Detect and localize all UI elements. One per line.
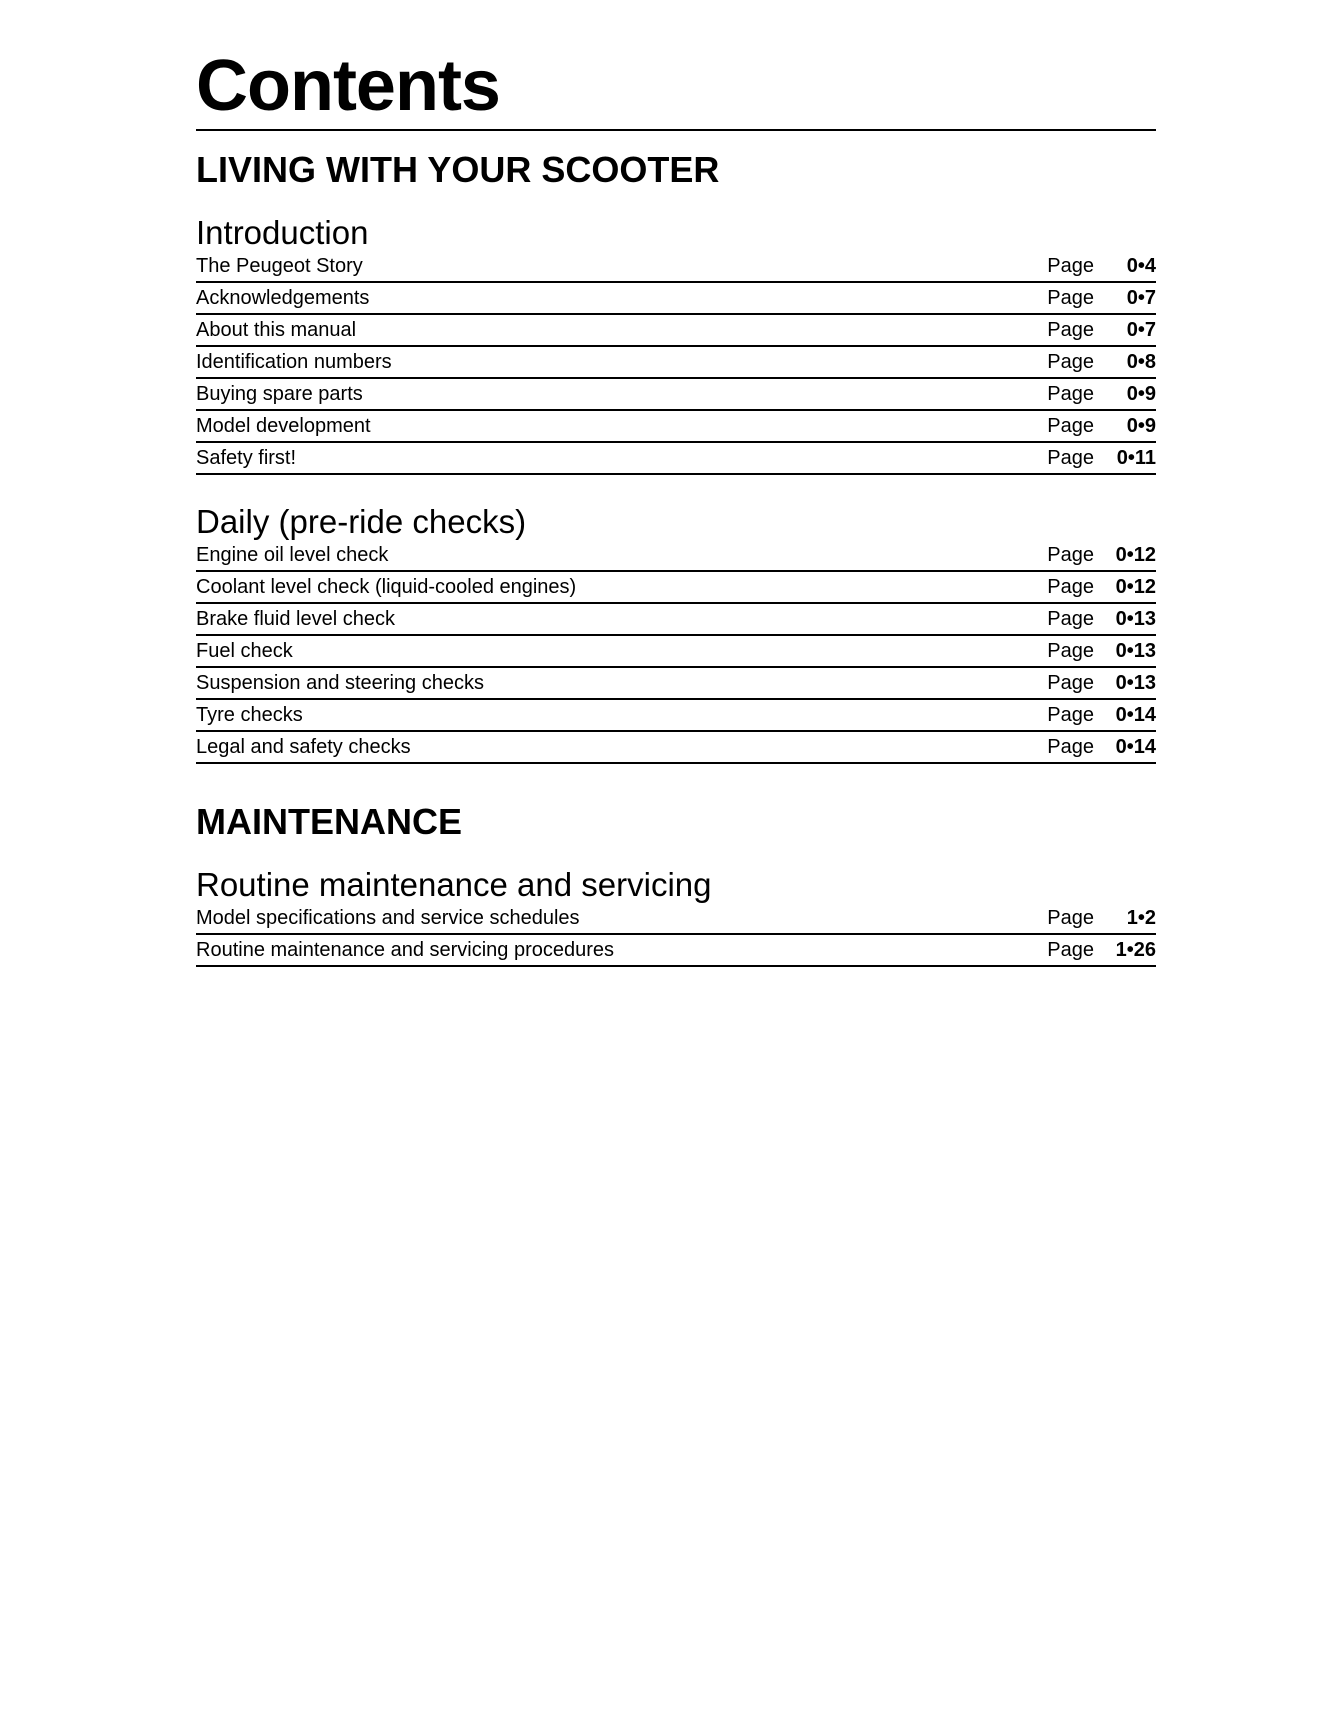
toc-entry[interactable]: [196, 540, 1156, 572]
section-heading-daily: Daily (pre-ride checks): [196, 503, 527, 540]
toc-entry[interactable]: [196, 572, 1156, 604]
toc-entry-page-number: 0•13: [1115, 640, 1156, 662]
title-rule: [196, 129, 1156, 131]
toc-entry-page-number: 0•13: [1115, 608, 1156, 630]
toc-entry-label: Identification numbers: [196, 351, 392, 373]
toc-entry-page-word: Page: [1047, 287, 1094, 309]
toc-entry[interactable]: [196, 283, 1156, 315]
toc-entry-page-word: Page: [1047, 672, 1094, 694]
toc-entry-page-word: Page: [1047, 383, 1094, 405]
toc-entry[interactable]: [196, 935, 1156, 967]
toc-entry-page-word: Page: [1047, 255, 1094, 277]
toc-entry-label: Model specifications and service schedules: [196, 907, 580, 929]
toc-entry-label: Fuel check: [196, 640, 293, 662]
toc-entry-page-word: Page: [1047, 704, 1094, 726]
toc-entry-label: Coolant level check (liquid-cooled engines): [196, 576, 577, 598]
toc-entry-page-number: 1•26: [1115, 939, 1156, 961]
section-heading-routine: Routine maintenance and servicing: [196, 866, 712, 903]
toc-entry-label: Legal and safety checks: [196, 736, 411, 758]
toc-entry-page-number: 0•9: [1126, 383, 1156, 405]
toc-entry-label: About this manual: [196, 319, 357, 341]
toc-entry-label: Safety first!: [196, 447, 297, 469]
toc-entry-page-word: Page: [1047, 907, 1094, 929]
contents-page: [196, 0, 1156, 967]
toc-entry-page-word: Page: [1047, 351, 1094, 373]
toc-entry-page-word: Page: [1047, 415, 1094, 437]
page-title: Contents: [196, 46, 500, 126]
toc-entry[interactable]: [196, 903, 1156, 935]
toc-list-introduction: [196, 251, 1156, 475]
toc-entry-page-number: 0•7: [1126, 287, 1156, 309]
toc-entry-label: Suspension and steering checks: [196, 672, 484, 694]
toc-entry-page-number: 0•12: [1115, 576, 1156, 598]
toc-entry-page-number: 0•14: [1115, 704, 1156, 726]
toc-entry-label: Acknowledgements: [196, 287, 370, 309]
toc-entry-label: Tyre checks: [196, 704, 303, 726]
toc-entry-page-number: 0•13: [1115, 672, 1156, 694]
toc-entry[interactable]: [196, 251, 1156, 283]
section-heading-introduction: Introduction: [196, 214, 369, 251]
toc-entry-page-number: 0•14: [1115, 736, 1156, 758]
toc-entry-page-word: Page: [1047, 640, 1094, 662]
toc-entry[interactable]: [196, 315, 1156, 347]
toc-entry-page-number: 0•12: [1115, 544, 1156, 566]
toc-entry-label: Brake fluid level check: [196, 608, 395, 630]
toc-entry[interactable]: [196, 443, 1156, 475]
toc-entry-page-number: 0•8: [1126, 351, 1156, 373]
toc-entry-page-number: 0•4: [1126, 255, 1156, 277]
toc-entry-page-number: 0•11: [1116, 447, 1156, 469]
toc-entry-page-word: Page: [1047, 576, 1094, 598]
toc-entry-label: Buying spare parts: [196, 383, 363, 405]
toc-entry-page-word: Page: [1047, 544, 1094, 566]
toc-entry[interactable]: [196, 636, 1156, 668]
toc-entry-label: Model development: [196, 415, 371, 437]
part-heading-maintenance: MAINTENANCE: [196, 801, 462, 842]
toc-entry[interactable]: [196, 379, 1156, 411]
toc-entry[interactable]: [196, 347, 1156, 379]
toc-entry[interactable]: [196, 668, 1156, 700]
toc-entry-label: The Peugeot Story: [196, 255, 363, 277]
toc-list-daily: [196, 540, 1156, 764]
toc-entry-page-number: 1•2: [1126, 907, 1156, 929]
toc-entry-page-number: 0•9: [1126, 415, 1156, 437]
toc-entry-label: Routine maintenance and servicing procedures: [196, 939, 615, 961]
toc-entry-page-word: Page: [1047, 447, 1094, 469]
toc-entry-page-word: Page: [1047, 319, 1094, 341]
toc-entry[interactable]: [196, 604, 1156, 636]
part-heading-living: LIVING WITH YOUR SCOOTER: [196, 149, 720, 190]
toc-entry-page-word: Page: [1047, 736, 1094, 758]
toc-entry-page-word: Page: [1047, 608, 1094, 630]
toc-entry[interactable]: [196, 700, 1156, 732]
toc-entry-page-number: 0•7: [1126, 319, 1156, 341]
toc-entry-label: Engine oil level check: [196, 544, 389, 566]
toc-entry[interactable]: [196, 732, 1156, 764]
toc-entry[interactable]: [196, 411, 1156, 443]
toc-list-routine: [196, 903, 1156, 967]
toc-entry-page-word: Page: [1047, 939, 1094, 961]
